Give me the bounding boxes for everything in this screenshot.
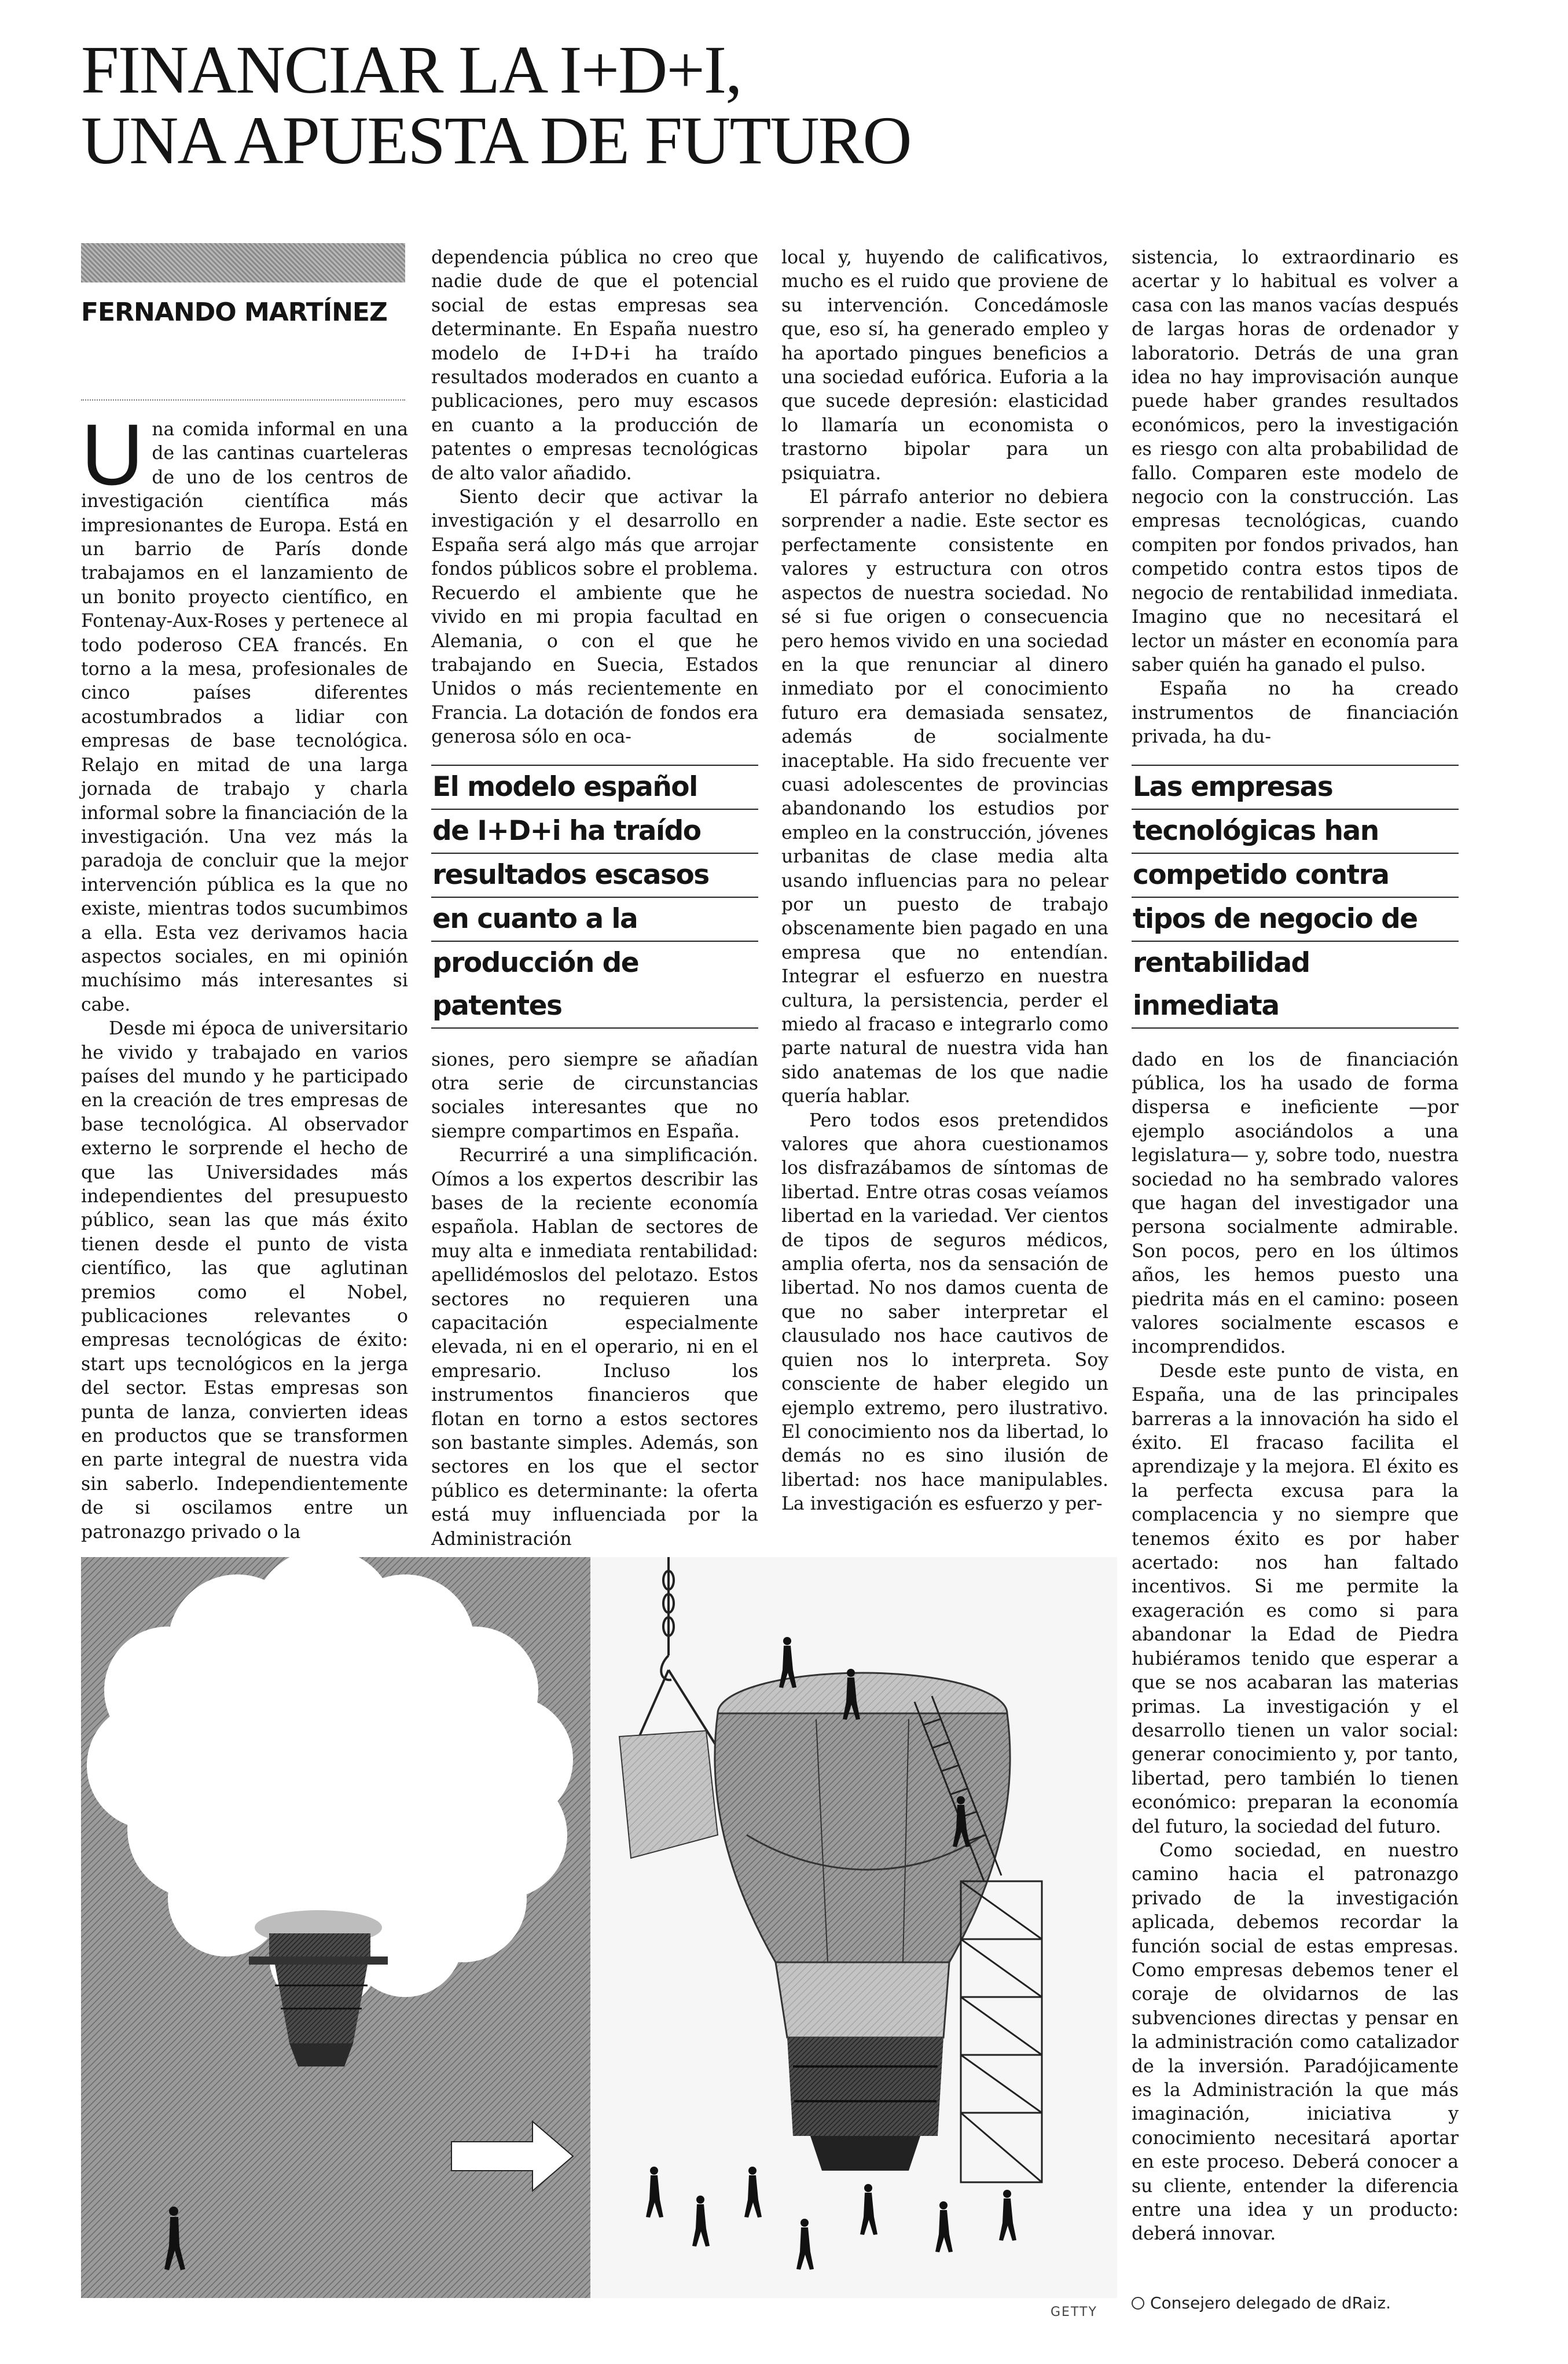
circle-icon: [1132, 2297, 1144, 2310]
paragraph: sistencia, lo extraordinario es acertar y lo habitual es volver a casa con las manos vacías después de largas horas de ordenador y laboratorio. Detrás de una gran idea no hay improvisación aunque puede haber grandes resultados económicos, pero la investigación es riesgo con alta probabilidad de fallo. Comparen este modelo de negocio con la construcción. Las empresas tecnológicas, cuando compiten por fondos privados, han competido contra estos tipos de negocio de rentabilidad inmediata. Imagino que no necesitará el lector un máster en economía para saber quién ha ganado el pulso.: [1132, 247, 1459, 676]
column-4: [1132, 246, 1459, 2246]
paragraph: dependencia pública no creo que nadie dude de que el potencial social de estas empresas sea determinante. En España nuestro modelo de I+D+i ha traído resultados moderados en cuanto a publicaciones, pero muy escasos en cuanto a la producción de patentes o empresas tecnológicas de alto valor añadido.: [431, 247, 758, 484]
column-1: [81, 406, 408, 1544]
headline-line-2: UNA APUESTA DE FUTURO: [81, 102, 911, 178]
pull-quote-line: de I+D+i ha traído: [431, 809, 758, 853]
pull-quote-line: producción de patentes: [431, 941, 758, 1027]
paragraph: Siento decir que activar la investigación y el desarrollo en España será algo más que arrojar fondos públicos sobre el problema. Recuerdo el ambiente que he vivido en mi propia facultad en Alemania, o con el que he trabajando en Suecia, Estados Unidos o más recientemente en Francia. La dotación de fondos era generosa sólo en oca-: [431, 487, 758, 748]
column-3: [781, 246, 1108, 1517]
hanging-panel: [619, 1731, 718, 1858]
author-role: [1132, 2293, 1391, 2312]
pull-quote-line: rentabilidad inmediata: [1132, 941, 1459, 1027]
paragraph: local y, huyendo de calificativos, mucho es el ruido que proviene de su intervención. Concedámosle que, eso sí, ha generado empleo y ha aportado pingues beneficios a una sociedad eufórica. Euforia a la que sucede depresión: elasticidad lo llamaría un economista o trastorno bipolar para un psiquiatra.: [781, 247, 1108, 484]
paragraph: España no ha creado instrumentos de financiación privada, ha du-: [1132, 678, 1459, 748]
pull-quote-line: tipos de negocio de: [1132, 897, 1459, 941]
paragraph-text: na comida informal en una de las cantinas cuarteleras de uno de los centros de investigación científica más impresionantes de Europa. Está en un barrio de París donde trabajamos en el lanzamiento de un bonito proyecto científico, en Fontenay-Aux-Roses y pertenece al todo poderoso CEA francés. En torno a la mesa, profesionales de cinco países diferentes acostumbrados a lidiar con empresas de base tecnológica. Relajo en mitad de una larga jornada de trabajo y charla informal sobre la financiación de la investigación. Una vez más la paradoja de concluir que la mejor intervención pública es la que no existe, mientras todos sucumbimos a ella. Esta vez derivamos hacia aspectos sociales, en mi opinión muchísimo más interesantes si cabe.: [81, 419, 408, 1015]
photo-credit: GETTY: [1051, 2305, 1097, 2319]
pull-quote-2: [1132, 765, 1459, 1029]
paragraph: Pero todos esos pretendidos valores que ahora cuestionamos los disfrazábamos de síntomas de libertad. Entre otras cosas veíamos libertad en la variedad. Ver cientos de tipos de seguros médicos, amplia oferta, nos da sensación de libertad. No nos damos cuenta de que no saber interpretar el clausulado nos hace cautivos de quien nos lo interpreta. Soy consciente de haber elegido un ejemplo extremo, pero ilustrativo. El conocimiento nos da libertad, lo demás no es sino ilusión de libertad: nos hace manipulables. La investigación es esfuerzo y per-: [781, 1110, 1108, 1515]
paragraph: Recurriré a una simplificación. Oímos a los expertos describir las bases de la reciente economía española. Hablan de sectores de muy alta e inmediata rentabilidad: apellidémoslos del pelotazo. Estos sectores no requieren una capacitación especialmente elevada, ni en el operario, ni en el empresario. Incluso los instrumentos financieros que flotan en torno a estos sectores son bastante simples. Además, son sectores en los que el sector público es determinante: la oferta está muy influenciada por la Administración: [431, 1145, 758, 1550]
paragraph: siones, pero siempre se añadían otra serie de circunstancias sociales interesantes que no siempre compartimos en España.: [431, 1049, 758, 1142]
paragraph: dado en los de financiación pública, los ha usado de forma dispersa e ineficiente —por ejemplo asociándolos a una legislatura— y, sobre todo, nuestra sociedad no ha sembrado valores que hagan del investigador una persona socialmente admirable. Son pocos, pero en los últimos años, les hemos puesto una piedrita más en el camino: poseen valores socialmente escasos e incomprendidos.: [1132, 1049, 1459, 1358]
pull-quote-line: competido contra: [1132, 853, 1459, 897]
author-name: FERNANDO MARTÍNEZ: [81, 298, 387, 327]
paragraph: [81, 406, 408, 1017]
pull-quote-line: resultados escasos: [431, 853, 758, 897]
pull-quote-line: Las empresas: [1132, 765, 1459, 809]
paragraph: Desde mi época de universitario he vivido y trabajado en varios países del mundo y he participado en la creación de tres empresas de base tecnológica. Al observador externo le sorprende el hecho de que las Universidades más independientes del presupuesto público, sean las que más éxito tienen desde el punto de vista científico, las que aglutinan premios como el Nobel, publicaciones relevantes o empresas tecnológicas de éxito: start ups tecnológicos en la jerga del sector. Estas empresas son punta de lanza, convierten ideas en productos que se transformen en parte integral de nuestra vida sin saberlo. Independientemente de si oscilamos entre un patronazgo privado o la: [81, 1018, 408, 1543]
paragraph: El párrafo anterior no debiera sorprender a nadie. Este sector es perfectamente consistente en valores y estructura con otros aspectos de nuestra sociedad. No sé si fue origen o consecuencia pero hemos vivido en una sociedad en la que renunciar al dinero inmediato por el conocimiento futuro era demasiada sensatez, además de socialmente inaceptable. Ha sido frecuente ver cuasi adolescentes de provincias abandonando los estudios por empleo en la construcción, jóvenes urbanitas de clase media alta usando influencias para no pelear por un puesto de trabajo obscenamente bien pagado en una empresa que no entendían. Integrar el esfuerzo en nuestra cultura, la persistencia, perder el miedo al fracaso e integrarlo como parte natural de nuestra vida han sido anatemas de los que nadie quería hablar.: [781, 487, 1108, 1107]
pull-quote-1: [431, 765, 758, 1029]
illustration: [81, 1557, 1117, 2298]
pull-quote-line: en cuanto a la: [431, 897, 758, 941]
headline-line-1: FINANCIAR LA I+D+I,: [81, 32, 741, 108]
pull-quote-line: El modelo español: [431, 765, 758, 809]
paragraph: Desde este punto de vista, en España, una de las principales barreras a la innovación ha sido el éxito. El fracaso facilita el aprendizaje y la mejora. El éxito es la perfecta excusa para la complacencia y no siempre que tenemos éxito es por haber acertado: nos han faltado incentivos. Si me permite la exageración es como si para abandonar la Edad de Piedra hubiéramos tenido que esperar a que se nos acabaran las materias primas. La investigación y el desarrollo tienen un valor social: generar conocimiento y, por tanto, libertad, pero también lo tienen económico: preparan la economía del futuro, la sociedad del futuro.: [1132, 1360, 1459, 1837]
headline: [81, 32, 1123, 178]
author-role-text: Consejero delegado de dRaiz.: [1150, 2293, 1391, 2312]
pull-quote-line: tecnológicas han: [1132, 809, 1459, 853]
column-2: [431, 246, 758, 1551]
author-gray-band: [81, 243, 405, 282]
paragraph: Como sociedad, en nuestro camino hacia el patronazgo privado de la investigación aplicada, debemos recordar la función social de estas empresas. Como empresas debemos tener el coraje de olvidarnos de las subvenciones directas y pensar en la administración como catalizador de la inversión. Paradójicamente es la Administración la que más imaginación, iniciativa y conocimiento necesitará aportar en este proceso. Deberá conocer a su cliente, entender la diferencia entre una idea y un producto: deberá innovar.: [1132, 1840, 1459, 2245]
drop-cap: U: [81, 406, 144, 503]
author-divider: [81, 399, 405, 401]
